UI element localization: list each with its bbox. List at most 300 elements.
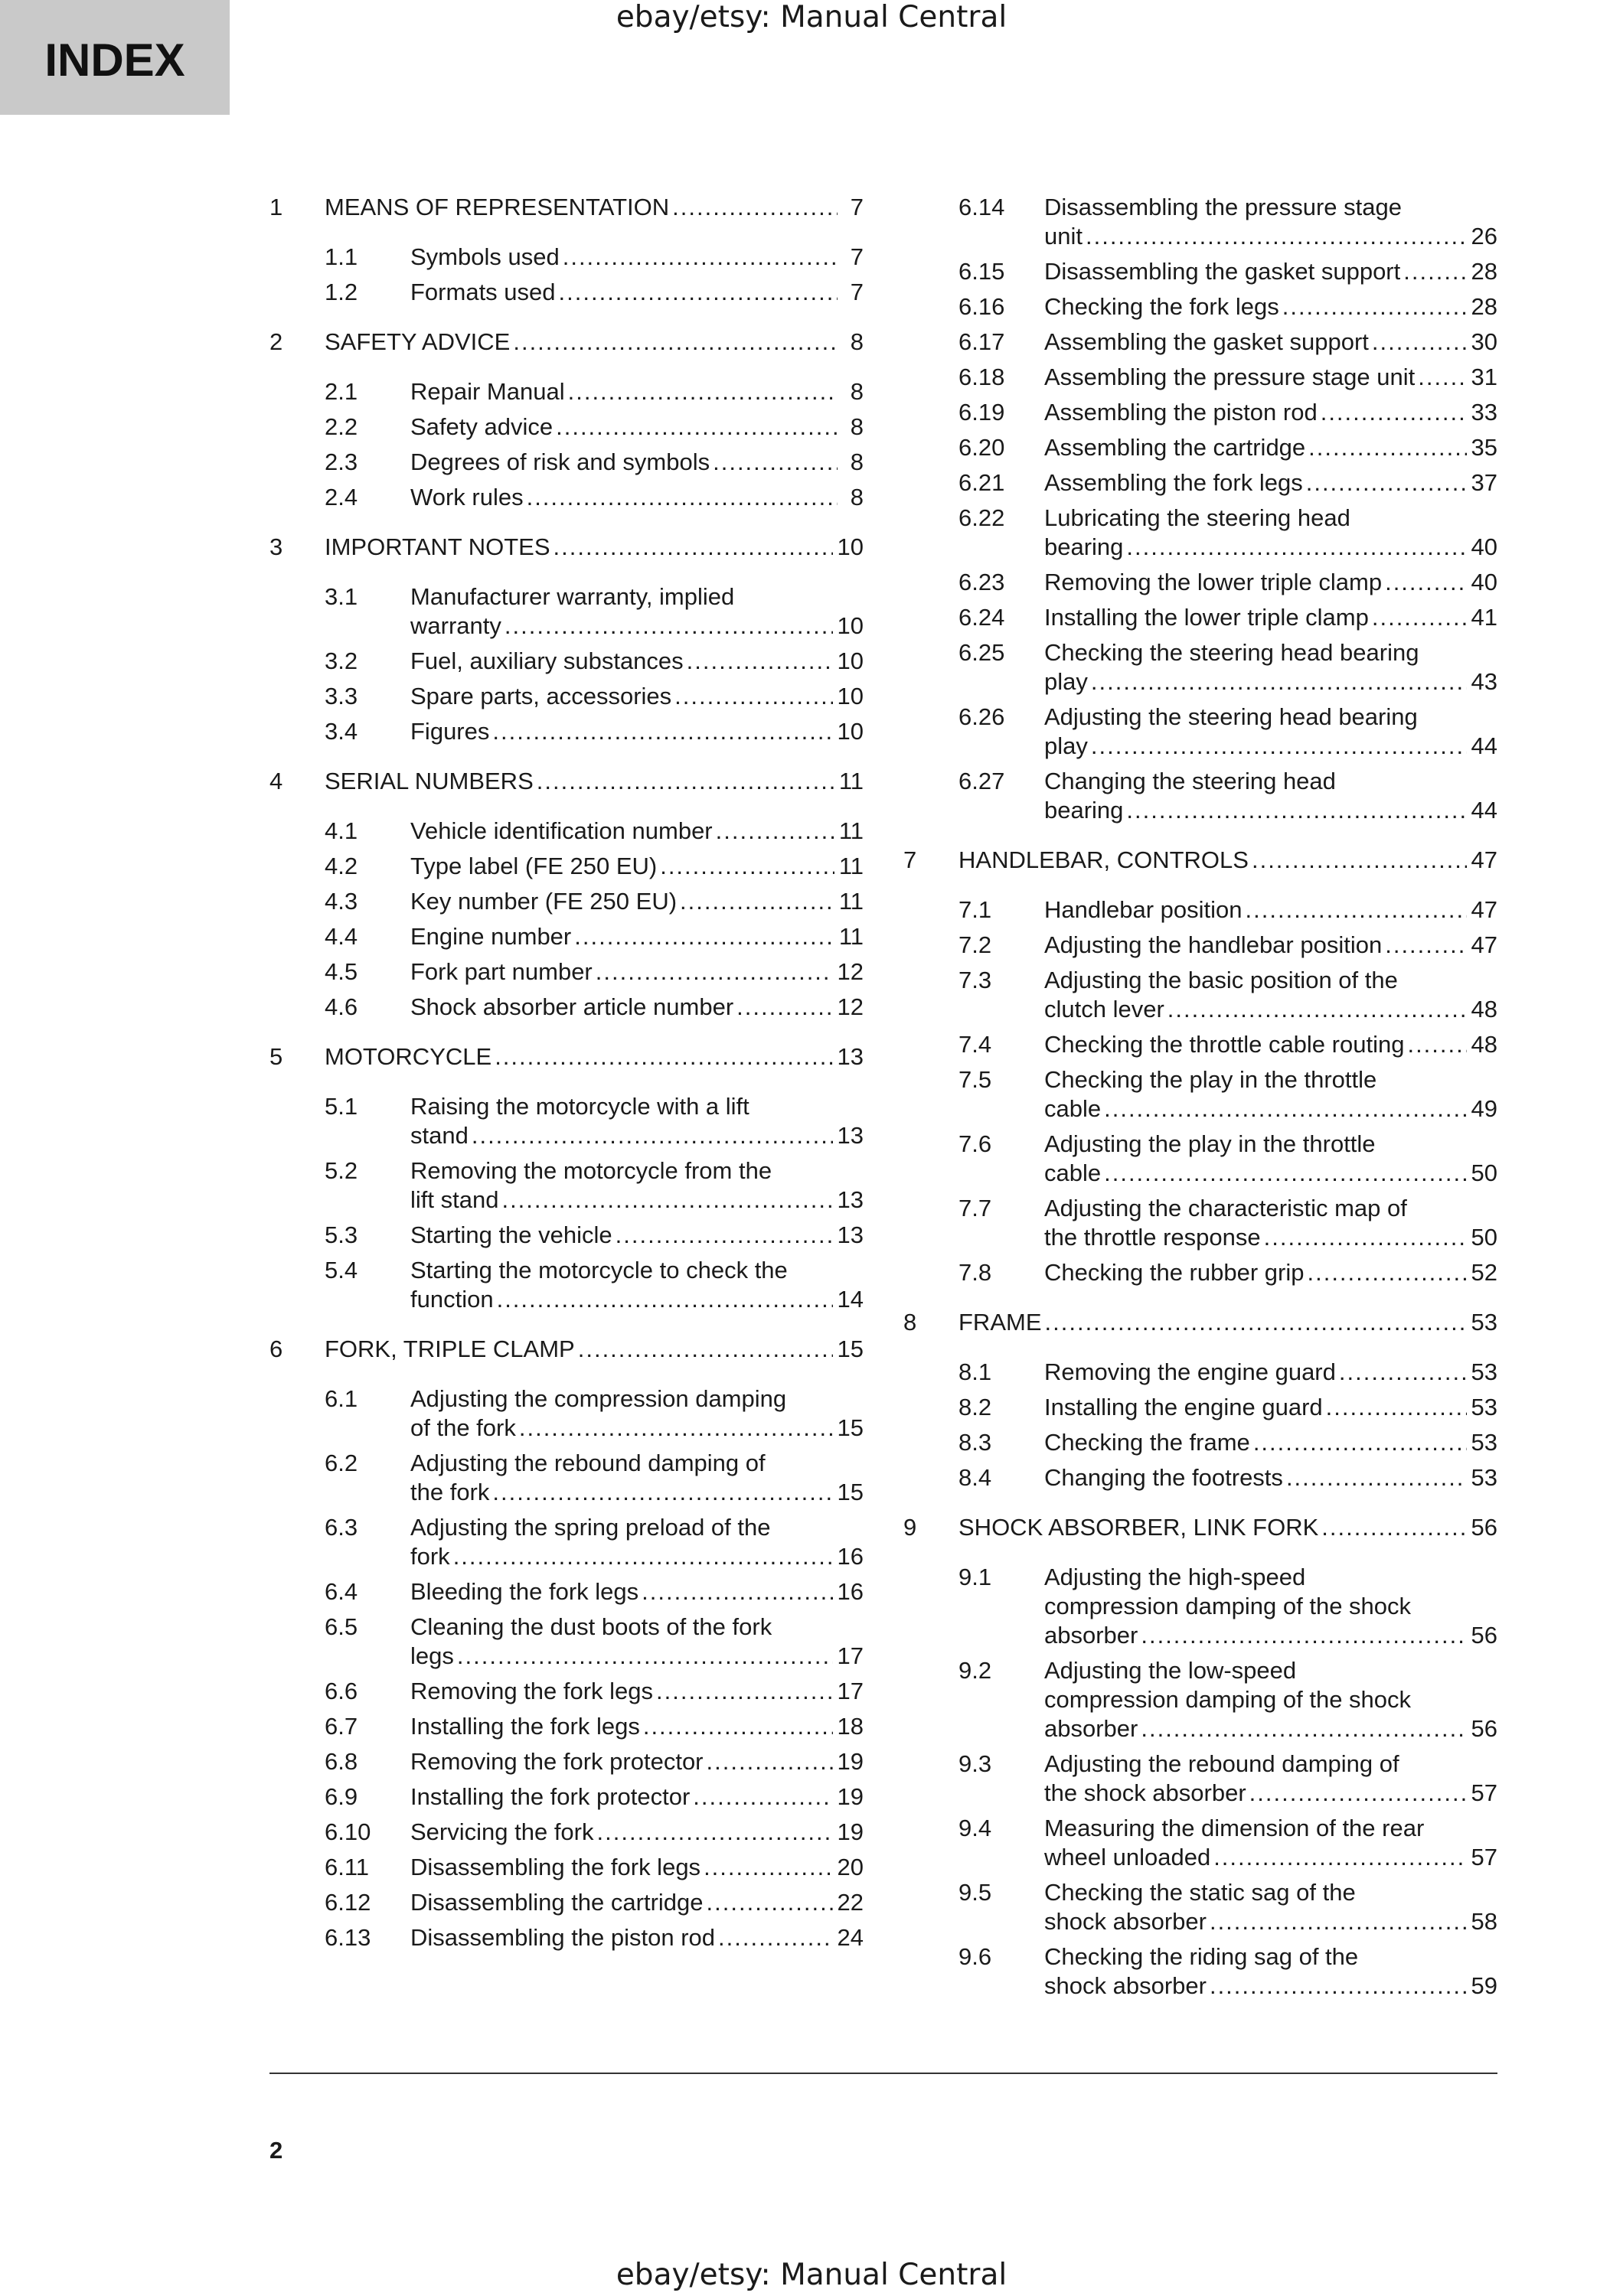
entry-page: 17	[837, 1678, 864, 1704]
entry-title-line: compression damping of the shock	[1044, 1686, 1412, 1713]
entry-page: 35	[1471, 434, 1497, 461]
entry-page: 40	[1471, 533, 1497, 560]
toc-entry[interactable]	[958, 1065, 1497, 1124]
entry-page: 50	[1471, 1159, 1497, 1186]
toc-entry[interactable]	[958, 468, 1497, 497]
toc-entry[interactable]	[325, 1782, 864, 1812]
toc-entry[interactable]	[958, 504, 1497, 562]
entry-title-line: Removing the fork legs	[410, 1678, 654, 1704]
section-page: 10	[837, 533, 864, 560]
dot-leader	[1307, 1258, 1466, 1287]
entry-page: 12	[837, 993, 864, 1020]
dot-leader	[1104, 1159, 1466, 1188]
index-tab-label: INDEX	[44, 34, 185, 86]
entry-page: 56	[1471, 1622, 1497, 1649]
toc-section[interactable]	[269, 1335, 864, 1364]
dot-leader	[1372, 603, 1467, 632]
entry-number: 6.24	[958, 604, 1005, 631]
entry-title-line: Key number (FE 250 EU)	[410, 888, 678, 915]
entry-title-line: wheel unloaded	[1044, 1844, 1211, 1870]
entry-page: 16	[837, 1543, 864, 1570]
toc-entry[interactable]	[958, 398, 1497, 427]
entry-number: 6.9	[325, 1783, 358, 1810]
toc-section[interactable]	[903, 1513, 1497, 1542]
entry-number: 8.1	[958, 1358, 992, 1385]
footer-rule	[269, 2073, 1497, 2074]
entry-page: 44	[1471, 732, 1497, 759]
entry-title-line: Adjusting the high-speed	[1044, 1564, 1306, 1590]
entry-title-line: Repair Manual	[410, 378, 565, 405]
entry-page: 26	[1471, 223, 1497, 249]
toc-entry[interactable]	[958, 433, 1497, 462]
entry-page: 11	[838, 817, 864, 844]
toc-entry[interactable]	[958, 363, 1497, 392]
dot-leader	[660, 852, 834, 881]
entry-title-line: Assembling the pressure stage unit	[1044, 364, 1416, 390]
toc-entry[interactable]	[325, 993, 864, 1022]
entry-title-line: Adjusting the play in the throttle	[1044, 1130, 1376, 1157]
toc-entry[interactable]	[325, 1888, 864, 1917]
dot-leader	[693, 1782, 832, 1812]
dot-leader	[1372, 328, 1467, 357]
entry-title-line: Manufacturer warranty, implied	[410, 583, 735, 610]
entry-number: 9.4	[958, 1815, 992, 1841]
toc-entry[interactable]	[325, 278, 864, 307]
entry-page: 14	[837, 1286, 864, 1313]
index-tab[interactable]	[0, 0, 230, 115]
toc-entry[interactable]	[958, 1358, 1497, 1387]
toc-entry[interactable]	[325, 1092, 864, 1150]
entry-number: 4.5	[325, 958, 358, 985]
toc-entry[interactable]	[958, 1030, 1497, 1059]
entry-title-line: Lubricating the steering head	[1044, 504, 1350, 531]
entry-title-line: Work rules	[410, 484, 524, 510]
toc-entry[interactable]	[325, 1923, 864, 1952]
entry-number: 7.5	[958, 1066, 992, 1093]
entry-number: 6.2	[325, 1450, 358, 1476]
entry-page: 18	[837, 1713, 864, 1740]
section-title: FRAME	[958, 1309, 1042, 1336]
entry-title-line: Vehicle identification number	[410, 817, 713, 844]
entry-page: 11	[838, 888, 864, 915]
entry-number: 4.3	[325, 888, 358, 915]
entry-title-line: Installing the lower triple clamp	[1044, 604, 1369, 631]
toc-section[interactable]	[269, 328, 864, 357]
dot-leader	[519, 1414, 833, 1443]
toc-entry[interactable]	[325, 1613, 864, 1671]
entry-number: 2.3	[325, 448, 358, 475]
dot-leader	[1126, 533, 1466, 562]
entry-page: 8	[850, 448, 864, 475]
toc-entry[interactable]	[958, 1130, 1497, 1188]
dot-leader	[505, 612, 833, 641]
dot-leader	[596, 957, 833, 987]
entry-number: 6.21	[958, 469, 1005, 496]
dot-leader	[1210, 1971, 1467, 2001]
section-title: SAFETY ADVICE	[325, 328, 511, 355]
dot-leader	[1045, 1308, 1467, 1337]
toc-entry[interactable]	[325, 647, 864, 676]
section-page: 47	[1471, 846, 1497, 873]
toc-entry[interactable]	[325, 1513, 864, 1571]
entry-title-line: Checking the throttle cable routing	[1044, 1031, 1405, 1058]
entry-page: 41	[1471, 604, 1497, 631]
toc-entry[interactable]	[958, 767, 1497, 825]
toc-entry[interactable]	[958, 1942, 1497, 2001]
entry-title-line: play	[1044, 668, 1088, 695]
dot-leader	[501, 1186, 832, 1215]
toc-entry[interactable]	[325, 243, 864, 272]
toc-subsection-list	[903, 895, 1497, 1287]
entry-title-line: Assembling the cartridge	[1044, 434, 1306, 461]
section-page: 53	[1471, 1309, 1497, 1336]
entry-number: 6.6	[325, 1678, 358, 1704]
entry-title-line: shock absorber	[1044, 1972, 1207, 1999]
entry-number: 6.23	[958, 569, 1005, 595]
watermark-bottom: ebay/etsy: Manual Central	[616, 2258, 1007, 2292]
dot-leader	[642, 1577, 832, 1606]
entry-title-line: Servicing the fork	[410, 1818, 594, 1845]
toc-entry[interactable]	[958, 1194, 1497, 1252]
entry-page: 8	[850, 484, 864, 510]
dot-leader	[453, 1542, 833, 1571]
entry-number: 6.15	[958, 258, 1005, 285]
dot-leader	[1326, 1393, 1467, 1422]
toc-right-column	[903, 193, 1497, 2021]
toc-entry[interactable]	[325, 483, 864, 512]
toc-entry[interactable]	[958, 966, 1497, 1024]
toc-subsection-list	[269, 1092, 864, 1314]
entry-page: 57	[1471, 1844, 1497, 1870]
entry-title-line: Removing the lower triple clamp	[1044, 569, 1383, 595]
entry-title-line: Measuring the dimension of the rear	[1044, 1815, 1425, 1841]
entry-page: 24	[837, 1924, 864, 1951]
entry-title-line: Checking the riding sag of the	[1044, 1943, 1359, 1970]
entry-title-line: Installing the fork legs	[410, 1713, 640, 1740]
entry-number: 6.11	[325, 1854, 370, 1880]
entry-title-line: unit	[1044, 223, 1083, 249]
entry-page: 15	[837, 1479, 864, 1505]
toc-entry[interactable]	[325, 1818, 864, 1847]
toc-entry[interactable]	[958, 1463, 1497, 1492]
toc-entry[interactable]	[325, 1156, 864, 1215]
entry-page: 58	[1471, 1908, 1497, 1935]
entry-number: 6.27	[958, 768, 1005, 794]
watermark-top: ebay/etsy: Manual Central	[616, 0, 1007, 34]
toc-subsection-list	[269, 377, 864, 512]
dot-leader	[1104, 1094, 1466, 1124]
dot-leader	[1086, 222, 1467, 251]
entry-page: 47	[1471, 896, 1497, 923]
entry-title-line: Adjusting the basic position of the	[1044, 967, 1398, 993]
entry-page: 15	[837, 1414, 864, 1441]
toc-section[interactable]	[269, 1042, 864, 1071]
entry-title-line: legs	[410, 1642, 454, 1669]
entry-number: 3.2	[325, 647, 358, 674]
dot-leader	[578, 1335, 833, 1364]
toc-entry[interactable]	[325, 377, 864, 406]
toc-section[interactable]	[269, 193, 864, 222]
entry-number: 5.2	[325, 1157, 358, 1184]
entry-page: 30	[1471, 328, 1497, 355]
toc-entry[interactable]	[325, 1747, 864, 1776]
entry-number: 9.6	[958, 1943, 992, 1970]
entry-page: 43	[1471, 668, 1497, 695]
toc-entry[interactable]	[325, 1221, 864, 1250]
toc-entry[interactable]	[958, 193, 1497, 251]
entry-number: 6.18	[958, 364, 1005, 390]
entry-number: 6.17	[958, 328, 1005, 355]
section-page: 13	[837, 1043, 864, 1070]
toc-entry[interactable]	[958, 931, 1497, 960]
entry-number: 6.20	[958, 434, 1005, 461]
entry-number: 5.4	[325, 1257, 358, 1283]
entry-number: 1.2	[325, 279, 358, 305]
dot-leader	[537, 767, 834, 796]
entry-title-line: Removing the fork protector	[410, 1748, 704, 1775]
toc-section[interactable]	[903, 846, 1497, 875]
toc-entry[interactable]	[958, 703, 1497, 761]
section-number: 4	[269, 768, 283, 794]
entry-title-line: stand	[410, 1122, 469, 1149]
entry-title-line: Raising the motorcycle with a lift	[410, 1093, 749, 1120]
entry-number: 2.2	[325, 413, 358, 440]
entry-number: 6.19	[958, 399, 1005, 426]
entry-title-line: the fork	[410, 1479, 490, 1505]
dot-leader	[513, 328, 838, 357]
section-number: 6	[269, 1336, 283, 1362]
toc-section[interactable]	[903, 1308, 1497, 1337]
entry-title-line: Disassembling the cartridge	[410, 1889, 704, 1916]
entry-number: 9.3	[958, 1750, 992, 1777]
entry-page: 52	[1471, 1259, 1497, 1286]
entry-title-line: Starting the vehicle	[410, 1221, 612, 1248]
entry-number: 7.1	[958, 896, 992, 923]
section-number: 5	[269, 1043, 283, 1070]
section-title: IMPORTANT NOTES	[325, 533, 550, 560]
entry-title-line: Adjusting the rebound damping of	[1044, 1750, 1399, 1777]
entry-title-line: the shock absorber	[1044, 1779, 1246, 1806]
entry-number: 3.1	[325, 583, 358, 610]
entry-title-line: Fuel, auxiliary substances	[410, 647, 684, 674]
entry-number: 2.1	[325, 378, 358, 405]
entry-title-line: absorber	[1044, 1622, 1138, 1649]
section-number: 3	[269, 533, 283, 560]
toc-entry[interactable]	[325, 448, 864, 477]
toc-entry[interactable]	[325, 852, 864, 881]
entry-page: 48	[1471, 996, 1497, 1022]
dot-leader	[1308, 433, 1466, 462]
dot-leader	[1253, 1428, 1467, 1457]
entry-page: 28	[1471, 258, 1497, 285]
entry-page: 10	[837, 612, 864, 639]
entry-number: 4.6	[325, 993, 358, 1020]
dot-leader	[1286, 1463, 1467, 1492]
entry-title-line: Engine number	[410, 923, 572, 950]
entry-title-line: Assembling the fork legs	[1044, 469, 1303, 496]
toc-entry[interactable]	[958, 1258, 1497, 1287]
toc-subsection-list	[269, 817, 864, 1022]
entry-number: 7.4	[958, 1031, 992, 1058]
entry-number: 2.4	[325, 484, 358, 510]
toc-subsection-list	[903, 193, 1497, 825]
dot-leader	[1141, 1714, 1466, 1743]
toc-entry[interactable]	[325, 413, 864, 442]
entry-number: 6.5	[325, 1613, 358, 1640]
dot-leader	[643, 1712, 833, 1741]
dot-leader	[1403, 257, 1466, 286]
entry-title-line: bearing	[1044, 797, 1124, 823]
toc-entry[interactable]	[958, 638, 1497, 696]
entry-number: 3.3	[325, 683, 358, 709]
dot-leader	[672, 193, 838, 222]
section-title: MOTORCYCLE	[325, 1043, 492, 1070]
toc-entry[interactable]	[325, 1712, 864, 1741]
dot-leader	[495, 1042, 832, 1071]
dot-leader	[713, 448, 838, 477]
toc-entry[interactable]	[325, 682, 864, 711]
entry-page: 7	[850, 279, 864, 305]
dot-leader	[1126, 796, 1466, 825]
toc-entry[interactable]	[958, 1563, 1497, 1650]
entry-page: 20	[837, 1854, 864, 1880]
entry-number: 4.1	[325, 817, 358, 844]
toc-subsection-list	[269, 582, 864, 746]
toc-entry[interactable]	[958, 1428, 1497, 1457]
toc-entry[interactable]	[325, 957, 864, 987]
toc-entry[interactable]	[325, 1449, 864, 1507]
dot-leader	[556, 413, 838, 442]
entry-number: 6.8	[325, 1748, 358, 1775]
entry-number: 7.6	[958, 1130, 992, 1157]
entry-number: 9.1	[958, 1564, 992, 1590]
entry-title-line: Checking the frame	[1044, 1429, 1250, 1456]
entry-title-line: Checking the steering head bearing	[1044, 639, 1419, 666]
entry-title-line: Checking the fork legs	[1044, 293, 1279, 320]
entry-page: 7	[850, 243, 864, 270]
dot-leader	[1246, 895, 1467, 925]
entry-number: 6.4	[325, 1578, 358, 1605]
toc-entry[interactable]	[325, 817, 864, 846]
entry-title-line: Adjusting the handlebar position	[1044, 931, 1383, 958]
entry-page: 8	[850, 413, 864, 440]
toc-entry[interactable]	[958, 292, 1497, 321]
entry-title-line: Assembling the gasket support	[1044, 328, 1369, 355]
toc-entry[interactable]	[958, 1656, 1497, 1743]
entry-page: 59	[1471, 1972, 1497, 1999]
section-title: SHOCK ABSORBER, LINK FORK	[958, 1514, 1319, 1541]
entry-number: 8.3	[958, 1429, 992, 1456]
entry-title-line: Shock absorber article number	[410, 993, 734, 1020]
entry-title-line: play	[1044, 732, 1088, 759]
entry-page: 13	[837, 1186, 864, 1213]
toc-entry[interactable]	[958, 328, 1497, 357]
toc-entry[interactable]	[325, 1384, 864, 1443]
dot-leader	[1091, 732, 1467, 761]
entry-title-line: Adjusting the rebound damping of	[410, 1450, 766, 1476]
dot-leader	[497, 1285, 833, 1314]
dot-leader	[1321, 398, 1467, 427]
toc-entry[interactable]	[958, 568, 1497, 597]
toc-entry[interactable]	[325, 582, 864, 641]
entry-number: 6.12	[325, 1889, 371, 1916]
dot-leader	[563, 243, 838, 272]
entry-number: 6.25	[958, 639, 1005, 666]
entry-page: 53	[1471, 1394, 1497, 1420]
toc-entry[interactable]	[958, 257, 1497, 286]
toc-entry[interactable]	[958, 1814, 1497, 1872]
dot-leader	[492, 717, 832, 746]
entry-title-line: Installing the engine guard	[1044, 1394, 1323, 1420]
toc-entry[interactable]	[958, 1878, 1497, 1936]
entry-title-line: Type label (FE 250 EU)	[410, 853, 658, 879]
dot-leader	[656, 1677, 832, 1706]
section-title: HANDLEBAR, CONTROLS	[958, 846, 1249, 873]
entry-page: 53	[1471, 1429, 1497, 1456]
dot-leader	[1091, 667, 1467, 696]
toc-entry[interactable]	[958, 895, 1497, 925]
section-number: 1	[269, 194, 283, 220]
entry-title-line: fork	[410, 1543, 450, 1570]
toc-subsection-list	[269, 1384, 864, 1952]
toc-subsection-list	[903, 1563, 1497, 2001]
toc-entry[interactable]	[958, 603, 1497, 632]
entry-number: 6.3	[325, 1514, 358, 1541]
toc-entry[interactable]	[325, 922, 864, 951]
toc-section[interactable]	[269, 767, 864, 796]
toc-entry[interactable]	[958, 1750, 1497, 1808]
toc-entry[interactable]	[325, 887, 864, 916]
entry-number: 4.4	[325, 923, 358, 950]
dot-leader	[707, 1888, 833, 1917]
entry-title-line: compression damping of the shock	[1044, 1593, 1412, 1619]
dot-leader	[568, 377, 838, 406]
dot-leader	[1252, 846, 1467, 875]
dot-leader	[707, 1747, 833, 1776]
entry-number: 5.1	[325, 1093, 358, 1120]
entry-page: 48	[1471, 1031, 1497, 1058]
entry-title-line: bearing	[1044, 533, 1124, 560]
dot-leader	[554, 533, 833, 562]
section-number: 7	[903, 846, 917, 873]
entry-title-line: Formats used	[410, 279, 556, 305]
entry-title-line: lift stand	[410, 1186, 499, 1213]
dot-leader	[616, 1221, 833, 1250]
entry-number: 5.3	[325, 1221, 358, 1248]
section-title: FORK, TRIPLE CLAMP	[325, 1336, 575, 1362]
toc-entry[interactable]	[958, 1393, 1497, 1422]
entry-number: 7.3	[958, 967, 992, 993]
entry-number: 6.1	[325, 1385, 358, 1412]
dot-leader	[1249, 1779, 1467, 1808]
dot-leader	[674, 682, 832, 711]
entry-title-line: Handlebar position	[1044, 896, 1243, 923]
entry-number: 6.13	[325, 1924, 371, 1951]
toc-entry[interactable]	[325, 717, 864, 746]
entry-page: 13	[837, 1221, 864, 1248]
toc-entry[interactable]	[325, 1256, 864, 1314]
toc-entry[interactable]	[325, 1577, 864, 1606]
entry-page: 22	[837, 1889, 864, 1916]
entry-page: 11	[838, 853, 864, 879]
toc-section[interactable]	[269, 533, 864, 562]
entry-number: 6.16	[958, 293, 1005, 320]
toc-entry[interactable]	[325, 1853, 864, 1882]
entry-title-line: Checking the static sag of the	[1044, 1879, 1356, 1906]
toc-entry[interactable]	[325, 1677, 864, 1706]
dot-leader	[1282, 292, 1467, 321]
section-page: 7	[850, 194, 864, 220]
